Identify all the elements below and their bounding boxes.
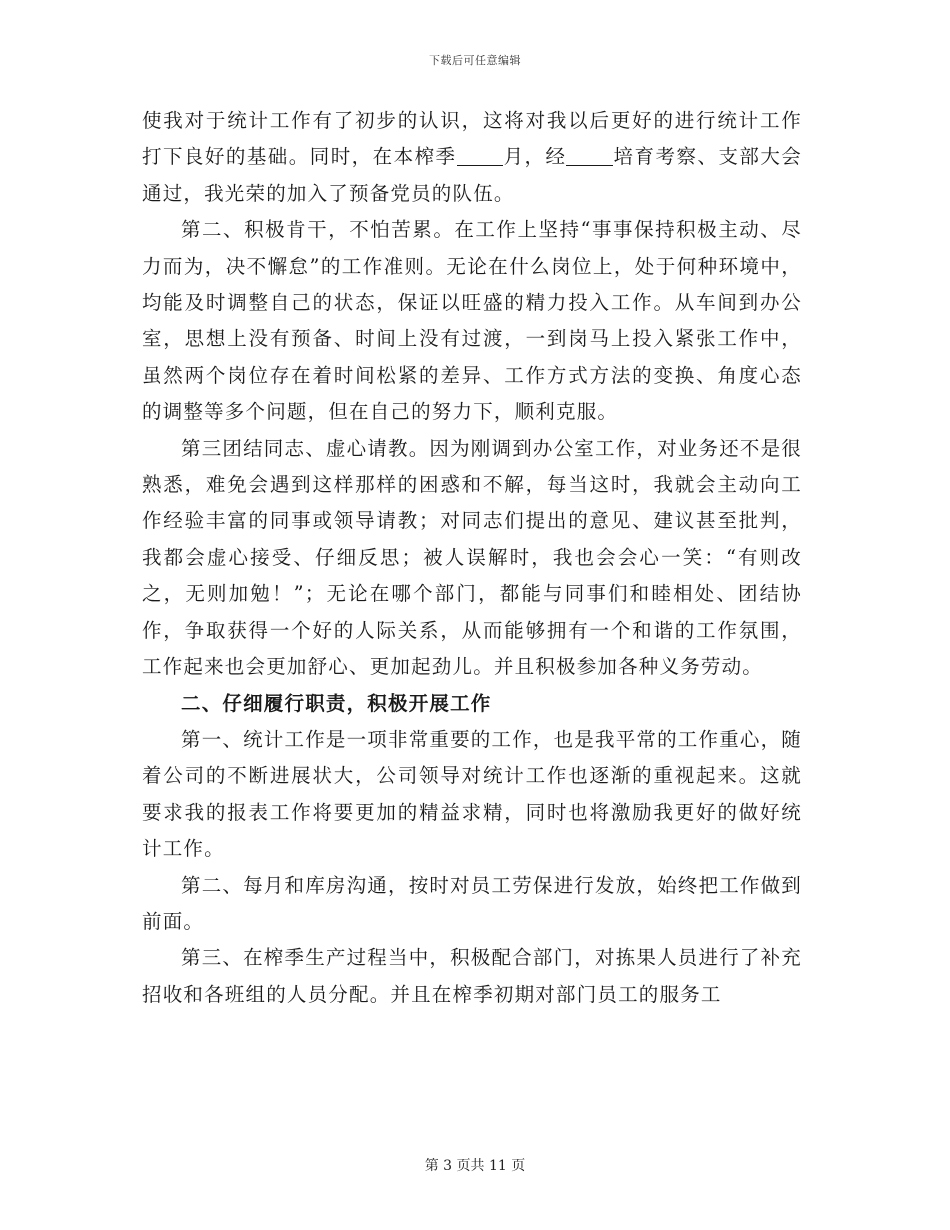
document-body (142, 103, 802, 1013)
paragraph-text: 使我对于统计工作有了初步的认识，这将对我以后更好的进行统计工作打下良好的基础。同时，在本榨季 (142, 109, 802, 169)
paragraph: 第二、积极肯干，不怕苦累。在工作上坚持“事事保持积极主动、尽力而为，决不懈怠”的工作准则。无论在什么岗位上，处于何种环境中，均能及时调整自己的状态，保证以旺盛的精力投入工作。从车间到办公室，思想上没有预备、时间上没有过渡，一到岗马上投入紧张工作中，虽然两个岗位存在着时间松紧的差异、工作方式方法的变换、角度心态的调整等多个问题，但在自己的努力下，顺利克服。 (142, 218, 802, 424)
page-footer: 第 3 页共 11 页 (424, 1158, 526, 1174)
paragraph-continued (142, 103, 802, 212)
paragraph: 第一、统计工作是一项非常重要的工作，也是我平常的工作重心，随着公司的不断进展状大，公司领导对统计工作也逐渐的重视起来。这就要求我的报表工作将要更加的精益求精，同时也将激励我更好的做好统计工作。 (142, 727, 803, 861)
blank-underline (457, 146, 504, 167)
page-header: 下载后可任意编辑 (429, 54, 521, 67)
paragraph-text: 月，经 (503, 145, 567, 169)
section-heading: 二、仔细履行职责，积极开展工作 (181, 691, 492, 715)
paragraph: 第三、在榨季生产过程当中，积极配合部门，对拣果人员进行了补充招收和各班组的人员分配。并且在榨季初期对部门员工的服务工 (142, 946, 803, 1006)
blank-underline (566, 146, 613, 167)
paragraph: 第三团结同志、虚心请教。因为刚调到办公室工作，对业务还不是很熟悉，难免会遇到这样那样的困惑和不解，每当这时，我就会主动向工作经验丰富的同事或领导请教；对同志们提出的意见、建议甚至批判，我都会虚心接受、仔细反思；被人误解时，我也会会心一笑：“有则改之，无则加勉！”；无论在哪个部门，都能与同事们和睦相处、团结协作，争取获得一个好的人际关系，从而能够拥有一个和谐的工作氛围，工作起来也会更加舒心、更加起劲儿。并且积极参加各种义务劳动。 (142, 436, 803, 679)
paragraph-text: 培育考察、支部大会通过，我光荣的加入了预备党员的队伍。 (142, 145, 802, 205)
paragraph: 第二、每月和库房沟通，按时对员工劳保进行发放，始终把工作做到前面。 (142, 873, 803, 933)
